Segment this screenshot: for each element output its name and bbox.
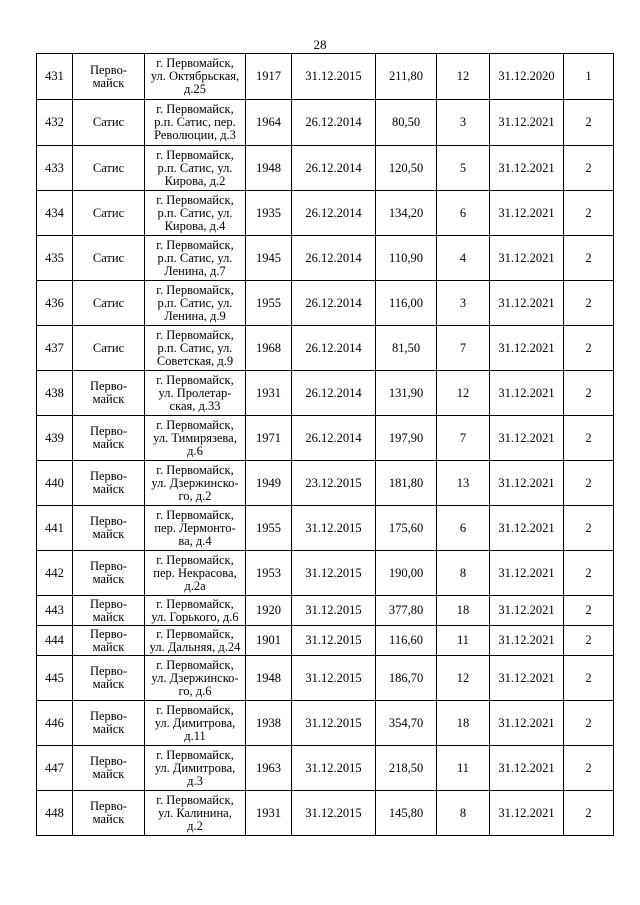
address-line: р.п. Сатис, пер. (154, 115, 236, 129)
deadline-cell: 31.12.2021 (490, 701, 564, 746)
count-cell: 11 (437, 626, 490, 656)
locality-cell (73, 54, 145, 100)
year-cell: 1945 (246, 236, 292, 281)
code-cell: 2 (564, 326, 614, 371)
table-row (37, 746, 614, 791)
address-line: г. Первомайск, (156, 792, 234, 807)
date-cell: 31.12.2015 (292, 551, 376, 596)
address-cell (145, 551, 246, 596)
locality-cell (73, 656, 145, 701)
locality-cell (73, 100, 145, 146)
code-cell: 2 (564, 100, 614, 146)
locality-cell (73, 506, 145, 551)
address-cell (145, 461, 246, 506)
locality-line: майск (92, 639, 125, 654)
locality-line: Перво- (89, 559, 128, 573)
area-cell: 80,50 (376, 100, 437, 146)
row-number-cell: 433 (37, 146, 73, 191)
year-cell: 1953 (246, 551, 292, 596)
locality-cell (73, 791, 145, 836)
count-cell: 18 (437, 701, 490, 746)
deadline-cell: 31.12.2021 (490, 461, 564, 506)
date-cell: 26.12.2014 (292, 416, 376, 461)
locality-cell (73, 746, 145, 791)
address-line: г. Первомайск, (156, 417, 234, 432)
count-cell: 7 (437, 416, 490, 461)
deadline-cell: 31.12.2021 (490, 100, 564, 146)
deadline-cell: 31.12.2021 (490, 416, 564, 461)
locality-line: Сатис (92, 295, 125, 310)
locality-line: майск (92, 609, 125, 624)
row-number-cell: 441 (37, 506, 73, 551)
date-cell: 26.12.2014 (292, 236, 376, 281)
table-row (37, 596, 614, 626)
year-cell: 1901 (246, 626, 292, 656)
count-cell: 11 (437, 746, 490, 791)
area-cell: 120,50 (376, 146, 437, 191)
code-cell: 2 (564, 506, 614, 551)
address-line: го, д.6 (178, 683, 212, 698)
address-line: р.п. Сатис, ул. (157, 295, 233, 310)
row-number-cell: 439 (37, 416, 73, 461)
address-line: пер. Лермонто- (154, 520, 236, 535)
date-cell: 31.12.2015 (292, 656, 376, 701)
address-line: д.6 (187, 443, 203, 458)
locality-cell (73, 416, 145, 461)
address-line: ул. Димитрова, (154, 715, 236, 730)
address-line: р.п. Сатис, ул. (157, 340, 233, 355)
address-line: г. Первомайск, (156, 372, 234, 387)
count-cell: 4 (437, 236, 490, 281)
locality-line: Сатис (92, 160, 125, 175)
address-cell (145, 100, 246, 146)
address-line: ул. Дзержинско- (151, 670, 239, 685)
address-line: ская, д.33 (169, 398, 221, 413)
count-cell: 12 (437, 54, 490, 100)
address-cell (145, 191, 246, 236)
address-line: Ленина, д.7 (164, 263, 226, 278)
year-cell: 1955 (246, 506, 292, 551)
count-cell: 13 (437, 461, 490, 506)
address-cell (145, 281, 246, 326)
year-cell: 1964 (246, 100, 292, 146)
locality-line: майск (92, 722, 125, 736)
area-cell: 175,60 (376, 506, 437, 551)
address-line: г. Первомайск, (156, 747, 234, 762)
address-line: Революции, д.3 (154, 128, 236, 142)
locality-line: Перво- (89, 424, 128, 438)
address-line: д.2а (184, 578, 206, 593)
date-cell: 31.12.2015 (292, 626, 376, 656)
area-cell: 354,70 (376, 701, 437, 746)
date-cell: 23.12.2015 (292, 461, 376, 506)
code-cell: 2 (564, 701, 614, 746)
locality-line: Сатис (92, 115, 125, 129)
row-number-cell: 432 (37, 100, 73, 146)
locality-line: майск (92, 392, 125, 406)
year-cell: 1948 (246, 146, 292, 191)
address-line: р.п. Сатис, ул. (157, 250, 233, 265)
address-line: ул. Дзержинско- (151, 475, 239, 490)
area-cell: 81,50 (376, 326, 437, 371)
row-number-cell: 442 (37, 551, 73, 596)
area-cell: 110,90 (376, 236, 437, 281)
code-cell: 2 (564, 746, 614, 791)
deadline-cell: 31.12.2021 (490, 326, 564, 371)
locality-line: Перво- (89, 709, 128, 723)
count-cell: 8 (437, 551, 490, 596)
address-cell (145, 371, 246, 416)
deadline-cell: 31.12.2021 (490, 371, 564, 416)
address-line: г. Первомайск, (156, 657, 234, 672)
date-cell: 26.12.2014 (292, 326, 376, 371)
address-line: д.3 (187, 773, 203, 788)
count-cell: 8 (437, 791, 490, 836)
address-line: г. Первомайск, (156, 327, 234, 342)
locality-cell (73, 191, 145, 236)
table-row (37, 551, 614, 596)
deadline-cell: 31.12.2021 (490, 596, 564, 626)
date-cell: 31.12.2015 (292, 54, 376, 100)
code-cell: 2 (564, 236, 614, 281)
year-cell: 1938 (246, 701, 292, 746)
address-line: ул. Тимирязева, (153, 430, 237, 445)
row-number-cell: 440 (37, 461, 73, 506)
address-line: ул. Пролетар- (158, 385, 232, 400)
code-cell: 2 (564, 551, 614, 596)
address-line: г. Первомайск, (156, 192, 234, 207)
locality-line: Перво- (89, 754, 128, 768)
code-cell: 2 (564, 281, 614, 326)
locality-line: майск (92, 677, 125, 691)
table-row (37, 506, 614, 551)
address-line: пер. Некрасова, (153, 565, 237, 580)
deadline-cell: 31.12.2021 (490, 281, 564, 326)
address-line: ул. Октябрьская, (150, 69, 240, 83)
address-line: д.11 (184, 728, 206, 743)
date-cell: 31.12.2015 (292, 506, 376, 551)
date-cell: 26.12.2014 (292, 371, 376, 416)
row-number-cell: 435 (37, 236, 73, 281)
year-cell: 1949 (246, 461, 292, 506)
date-cell: 26.12.2014 (292, 100, 376, 146)
locality-line: майск (92, 572, 125, 586)
year-cell: 1963 (246, 746, 292, 791)
deadline-cell: 31.12.2021 (490, 506, 564, 551)
locality-line: Перво- (89, 379, 128, 393)
date-cell: 31.12.2015 (292, 746, 376, 791)
row-number-cell: 445 (37, 656, 73, 701)
deadline-cell: 31.12.2021 (490, 656, 564, 701)
address-line: г. Первомайск, (156, 147, 234, 162)
address-line: р.п. Сатис, ул. (157, 160, 233, 175)
address-line: г. Первомайск, (156, 237, 234, 252)
address-line: г. Первомайск, (156, 596, 234, 611)
table-row (37, 656, 614, 701)
address-line: го, д.2 (178, 488, 212, 503)
count-cell: 6 (437, 191, 490, 236)
code-cell: 2 (564, 146, 614, 191)
address-line: Кирова, д.2 (164, 173, 226, 188)
address-line: д.25 (184, 82, 206, 96)
address-cell (145, 626, 246, 656)
deadline-cell: 31.12.2021 (490, 236, 564, 281)
address-cell (145, 326, 246, 371)
table-row (37, 281, 614, 326)
code-cell: 2 (564, 191, 614, 236)
deadline-cell: 31.12.2021 (490, 191, 564, 236)
address-line: ул. Дальняя, д.24 (149, 639, 241, 654)
row-number-cell: 447 (37, 746, 73, 791)
code-cell: 2 (564, 461, 614, 506)
locality-line: Перво- (89, 514, 128, 528)
address-line: г. Первомайск, (156, 507, 234, 522)
area-cell: 186,70 (376, 656, 437, 701)
locality-line: майск (92, 75, 125, 90)
address-cell (145, 701, 246, 746)
table-row (37, 191, 614, 236)
address-cell (145, 236, 246, 281)
row-number-cell: 443 (37, 596, 73, 626)
year-cell: 1931 (246, 371, 292, 416)
locality-line: майск (92, 812, 125, 826)
address-line: ул. Димитрова, (154, 760, 236, 775)
count-cell: 5 (437, 146, 490, 191)
table-row (37, 54, 614, 100)
table-row (37, 146, 614, 191)
area-cell: 145,80 (376, 791, 437, 836)
year-cell: 1917 (246, 54, 292, 100)
row-number-cell: 448 (37, 791, 73, 836)
address-line: ул. Горького, д.6 (151, 609, 239, 624)
locality-cell (73, 701, 145, 746)
count-cell: 3 (437, 100, 490, 146)
locality-cell (73, 626, 145, 656)
code-cell: 2 (564, 791, 614, 836)
code-cell: 2 (564, 596, 614, 626)
address-cell (145, 416, 246, 461)
date-cell: 31.12.2015 (292, 791, 376, 836)
row-number-cell: 436 (37, 281, 73, 326)
year-cell: 1931 (246, 791, 292, 836)
locality-line: майск (92, 767, 125, 781)
count-cell: 12 (437, 371, 490, 416)
locality-line: майск (92, 437, 125, 451)
locality-line: Сатис (92, 205, 125, 220)
housing-registry-table (36, 53, 614, 836)
area-cell: 116,60 (376, 626, 437, 656)
address-cell (145, 146, 246, 191)
locality-line: Сатис (92, 340, 125, 355)
address-line: Советская, д.9 (156, 353, 234, 368)
address-line: д.2 (187, 818, 203, 833)
address-line: г. Первомайск, (156, 626, 234, 641)
area-cell: 211,80 (376, 54, 437, 100)
code-cell: 2 (564, 416, 614, 461)
locality-line: Перво- (89, 62, 128, 77)
locality-cell (73, 371, 145, 416)
locality-cell (73, 461, 145, 506)
area-cell: 181,80 (376, 461, 437, 506)
address-line: ва, д.4 (178, 533, 212, 548)
table-row (37, 100, 614, 146)
deadline-cell: 31.12.2021 (490, 626, 564, 656)
address-line: г. Первомайск, (156, 462, 234, 477)
locality-line: майск (92, 527, 125, 541)
address-cell (145, 746, 246, 791)
locality-cell (73, 146, 145, 191)
table-row (37, 371, 614, 416)
year-cell: 1955 (246, 281, 292, 326)
address-cell (145, 506, 246, 551)
locality-cell (73, 236, 145, 281)
area-cell: 218,50 (376, 746, 437, 791)
address-cell (145, 791, 246, 836)
year-cell: 1935 (246, 191, 292, 236)
address-cell (145, 656, 246, 701)
row-number-cell: 446 (37, 701, 73, 746)
row-number-cell: 437 (37, 326, 73, 371)
row-number-cell: 434 (37, 191, 73, 236)
table-row (37, 326, 614, 371)
address-line: Кирова, д.4 (164, 218, 226, 233)
address-cell (145, 54, 246, 100)
address-line: ул. Калинина, (158, 805, 232, 820)
address-line: Ленина, д.9 (164, 308, 226, 323)
area-cell: 116,00 (376, 281, 437, 326)
table-row (37, 461, 614, 506)
row-number-cell: 431 (37, 54, 73, 100)
count-cell: 3 (437, 281, 490, 326)
table-row (37, 626, 614, 656)
year-cell: 1948 (246, 656, 292, 701)
locality-line: Перво- (89, 664, 128, 678)
table-row (37, 416, 614, 461)
count-cell: 12 (437, 656, 490, 701)
deadline-cell: 31.12.2021 (490, 146, 564, 191)
page-number: 28 (313, 37, 327, 52)
table-row (37, 701, 614, 746)
locality-line: Сатис (92, 250, 125, 265)
year-cell: 1968 (246, 326, 292, 371)
count-cell: 6 (437, 506, 490, 551)
deadline-cell: 31.12.2021 (490, 551, 564, 596)
locality-line: Перво- (89, 626, 128, 641)
code-cell: 2 (564, 626, 614, 656)
row-number-cell: 438 (37, 371, 73, 416)
count-cell: 18 (437, 596, 490, 626)
row-number-cell: 444 (37, 626, 73, 656)
address-line: р.п. Сатис, ул. (157, 205, 233, 220)
area-cell: 134,20 (376, 191, 437, 236)
locality-cell (73, 596, 145, 626)
date-cell: 26.12.2014 (292, 146, 376, 191)
address-line: г. Первомайск, (156, 282, 234, 297)
locality-cell (73, 326, 145, 371)
code-cell: 2 (564, 656, 614, 701)
area-cell: 197,90 (376, 416, 437, 461)
table-row (37, 236, 614, 281)
locality-line: майск (92, 482, 125, 496)
address-line: г. Первомайск, (156, 56, 234, 70)
date-cell: 26.12.2014 (292, 191, 376, 236)
address-line: г. Первомайск, (156, 102, 234, 116)
area-cell: 131,90 (376, 371, 437, 416)
date-cell: 31.12.2015 (292, 596, 376, 626)
address-cell (145, 596, 246, 626)
date-cell: 26.12.2014 (292, 281, 376, 326)
area-cell: 377,80 (376, 596, 437, 626)
locality-cell (73, 551, 145, 596)
locality-cell (73, 281, 145, 326)
deadline-cell: 31.12.2021 (490, 791, 564, 836)
date-cell: 31.12.2015 (292, 701, 376, 746)
count-cell: 7 (437, 326, 490, 371)
locality-line: Перво- (89, 596, 128, 611)
code-cell: 1 (564, 54, 614, 100)
code-cell: 2 (564, 371, 614, 416)
locality-line: Перво- (89, 799, 128, 813)
locality-line: Перво- (89, 469, 128, 483)
table-row (37, 791, 614, 836)
year-cell: 1971 (246, 416, 292, 461)
area-cell: 190,00 (376, 551, 437, 596)
address-line: г. Первомайск, (156, 702, 234, 717)
address-line: г. Первомайск, (156, 552, 234, 567)
deadline-cell: 31.12.2021 (490, 746, 564, 791)
deadline-cell: 31.12.2020 (490, 54, 564, 100)
year-cell: 1920 (246, 596, 292, 626)
